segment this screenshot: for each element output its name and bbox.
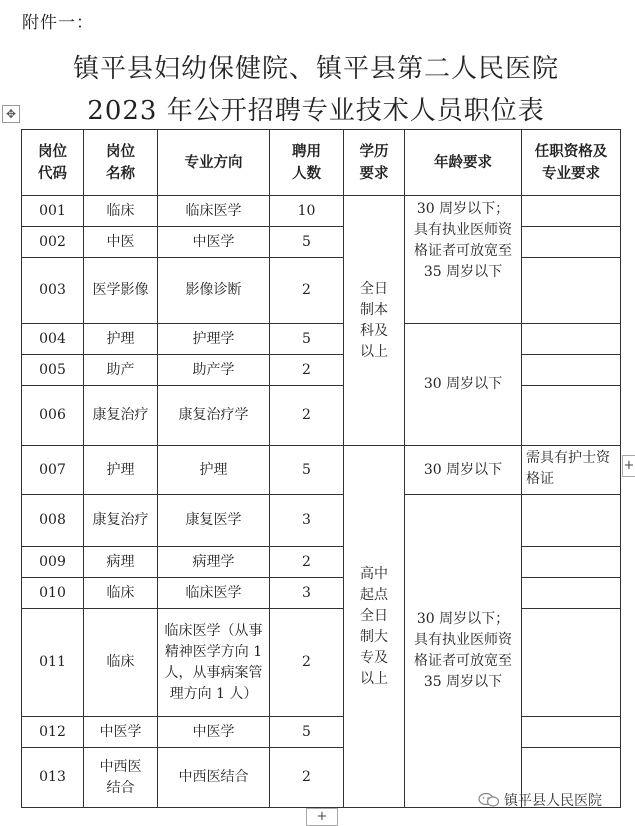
cell-count: 2 xyxy=(270,748,344,808)
table-move-handle-icon[interactable]: ✥ xyxy=(2,105,20,123)
cell-code: 011 xyxy=(22,609,84,717)
cell-name: 临床 xyxy=(84,196,158,227)
cell-code: 001 xyxy=(22,196,84,227)
cell-name: 医学影像 xyxy=(84,258,158,324)
header-major: 专业方向 xyxy=(158,130,270,196)
cell-count: 5 xyxy=(270,446,344,495)
table-row xyxy=(22,717,621,748)
table-row xyxy=(22,324,621,355)
cell-qualification: 需具有护士资格证 xyxy=(522,446,621,495)
header-count: 聘用人数 xyxy=(270,130,344,196)
cell-major: 临床医学 xyxy=(158,196,270,227)
cell-code: 005 xyxy=(22,355,84,386)
cell-qualification xyxy=(522,258,621,324)
table-row xyxy=(22,495,621,547)
cell-code: 004 xyxy=(22,324,84,355)
cell-age-group2: 30 周岁以下 xyxy=(405,324,522,446)
cell-qualification xyxy=(522,578,621,609)
cell-count: 10 xyxy=(270,196,344,227)
cell-count: 2 xyxy=(270,609,344,717)
watermark xyxy=(478,790,602,810)
table-row xyxy=(22,258,621,324)
cell-age-group4: 30 周岁以下；具有执业医师资格证者可放宽至 35 周岁以下 xyxy=(405,495,522,808)
cell-major: 护理学 xyxy=(158,324,270,355)
table-header-row xyxy=(22,130,621,196)
cell-age-group3: 30 周岁以下 xyxy=(405,446,522,495)
cell-code: 008 xyxy=(22,495,84,547)
add-row-plus-icon[interactable]: + xyxy=(306,808,338,826)
cell-qualification xyxy=(522,196,621,227)
cell-major: 中医学 xyxy=(158,227,270,258)
cell-code: 013 xyxy=(22,748,84,808)
cell-name: 助产 xyxy=(84,355,158,386)
cell-qualification xyxy=(522,386,621,446)
cell-major: 中医学 xyxy=(158,717,270,748)
cell-education-bachelor: 全日制本科及以上 xyxy=(344,196,405,446)
table-row xyxy=(22,446,621,495)
cell-name: 病理 xyxy=(84,547,158,578)
cell-major: 中西医结合 xyxy=(158,748,270,808)
cell-count: 3 xyxy=(270,495,344,547)
cell-qualification xyxy=(522,495,621,547)
table-row xyxy=(22,196,621,227)
cell-code: 007 xyxy=(22,446,84,495)
table-row xyxy=(22,227,621,258)
cell-count: 5 xyxy=(270,717,344,748)
cell-major: 临床医学 xyxy=(158,578,270,609)
add-column-plus-icon[interactable]: + xyxy=(622,455,635,477)
cell-major: 康复医学 xyxy=(158,495,270,547)
cell-name: 中西医结合 xyxy=(84,748,158,808)
header-qualification: 任职资格及专业要求 xyxy=(522,130,621,196)
header-age: 年龄要求 xyxy=(405,130,522,196)
header-name: 岗位名称 xyxy=(84,130,158,196)
cell-name: 护理 xyxy=(84,446,158,495)
title-line-2: 2023 年公开招聘专业技术人员职位表 xyxy=(87,96,545,126)
cell-qualification xyxy=(522,547,621,578)
cell-major: 临床医学（从事精神医学方向 1 人，从事病案管理方向 1 人） xyxy=(158,609,270,717)
wechat-icon xyxy=(478,793,500,807)
title-line-1: 镇平县妇幼保健院、镇平县第二人民医院 xyxy=(72,54,559,84)
table-row xyxy=(22,578,621,609)
cell-age-group1: 30 周岁以下；具有执业医师资格证者可放宽至 35 周岁以下 xyxy=(405,196,522,324)
cell-qualification xyxy=(522,609,621,717)
cell-major: 病理学 xyxy=(158,547,270,578)
cell-name: 中医 xyxy=(84,227,158,258)
cell-qualification xyxy=(522,324,621,355)
cell-count: 2 xyxy=(270,258,344,324)
cell-qualification xyxy=(522,355,621,386)
cell-major: 护理 xyxy=(158,446,270,495)
cell-count: 5 xyxy=(270,324,344,355)
cell-name: 康复治疗 xyxy=(84,386,158,446)
table-row xyxy=(22,547,621,578)
cell-code: 006 xyxy=(22,386,84,446)
cell-code: 003 xyxy=(22,258,84,324)
cell-count: 2 xyxy=(270,547,344,578)
cell-count: 2 xyxy=(270,386,344,446)
cell-count: 5 xyxy=(270,227,344,258)
cell-name: 康复治疗 xyxy=(84,495,158,547)
attachment-label: 附件一： xyxy=(22,13,94,33)
table-row xyxy=(22,355,621,386)
header-code: 岗位代码 xyxy=(22,130,84,196)
cell-qualification xyxy=(522,717,621,748)
cell-code: 010 xyxy=(22,578,84,609)
cell-name: 护理 xyxy=(84,324,158,355)
table-row xyxy=(22,386,621,446)
cell-code: 002 xyxy=(22,227,84,258)
cell-count: 2 xyxy=(270,355,344,386)
cell-name: 临床 xyxy=(84,578,158,609)
cell-education-college: 高中起点全日制大专及以上 xyxy=(344,446,405,808)
cell-count: 3 xyxy=(270,578,344,609)
cell-qualification xyxy=(522,227,621,258)
cell-name: 中医学 xyxy=(84,717,158,748)
watermark-text: 镇平县人民医院 xyxy=(504,793,602,809)
cell-code: 009 xyxy=(22,547,84,578)
cell-major: 影像诊断 xyxy=(158,258,270,324)
table-row xyxy=(22,609,621,717)
cell-name: 临床 xyxy=(84,609,158,717)
cell-major: 助产学 xyxy=(158,355,270,386)
header-education: 学历要求 xyxy=(344,130,405,196)
cell-major: 康复治疗学 xyxy=(158,386,270,446)
positions-table xyxy=(21,129,621,808)
cell-code: 012 xyxy=(22,717,84,748)
